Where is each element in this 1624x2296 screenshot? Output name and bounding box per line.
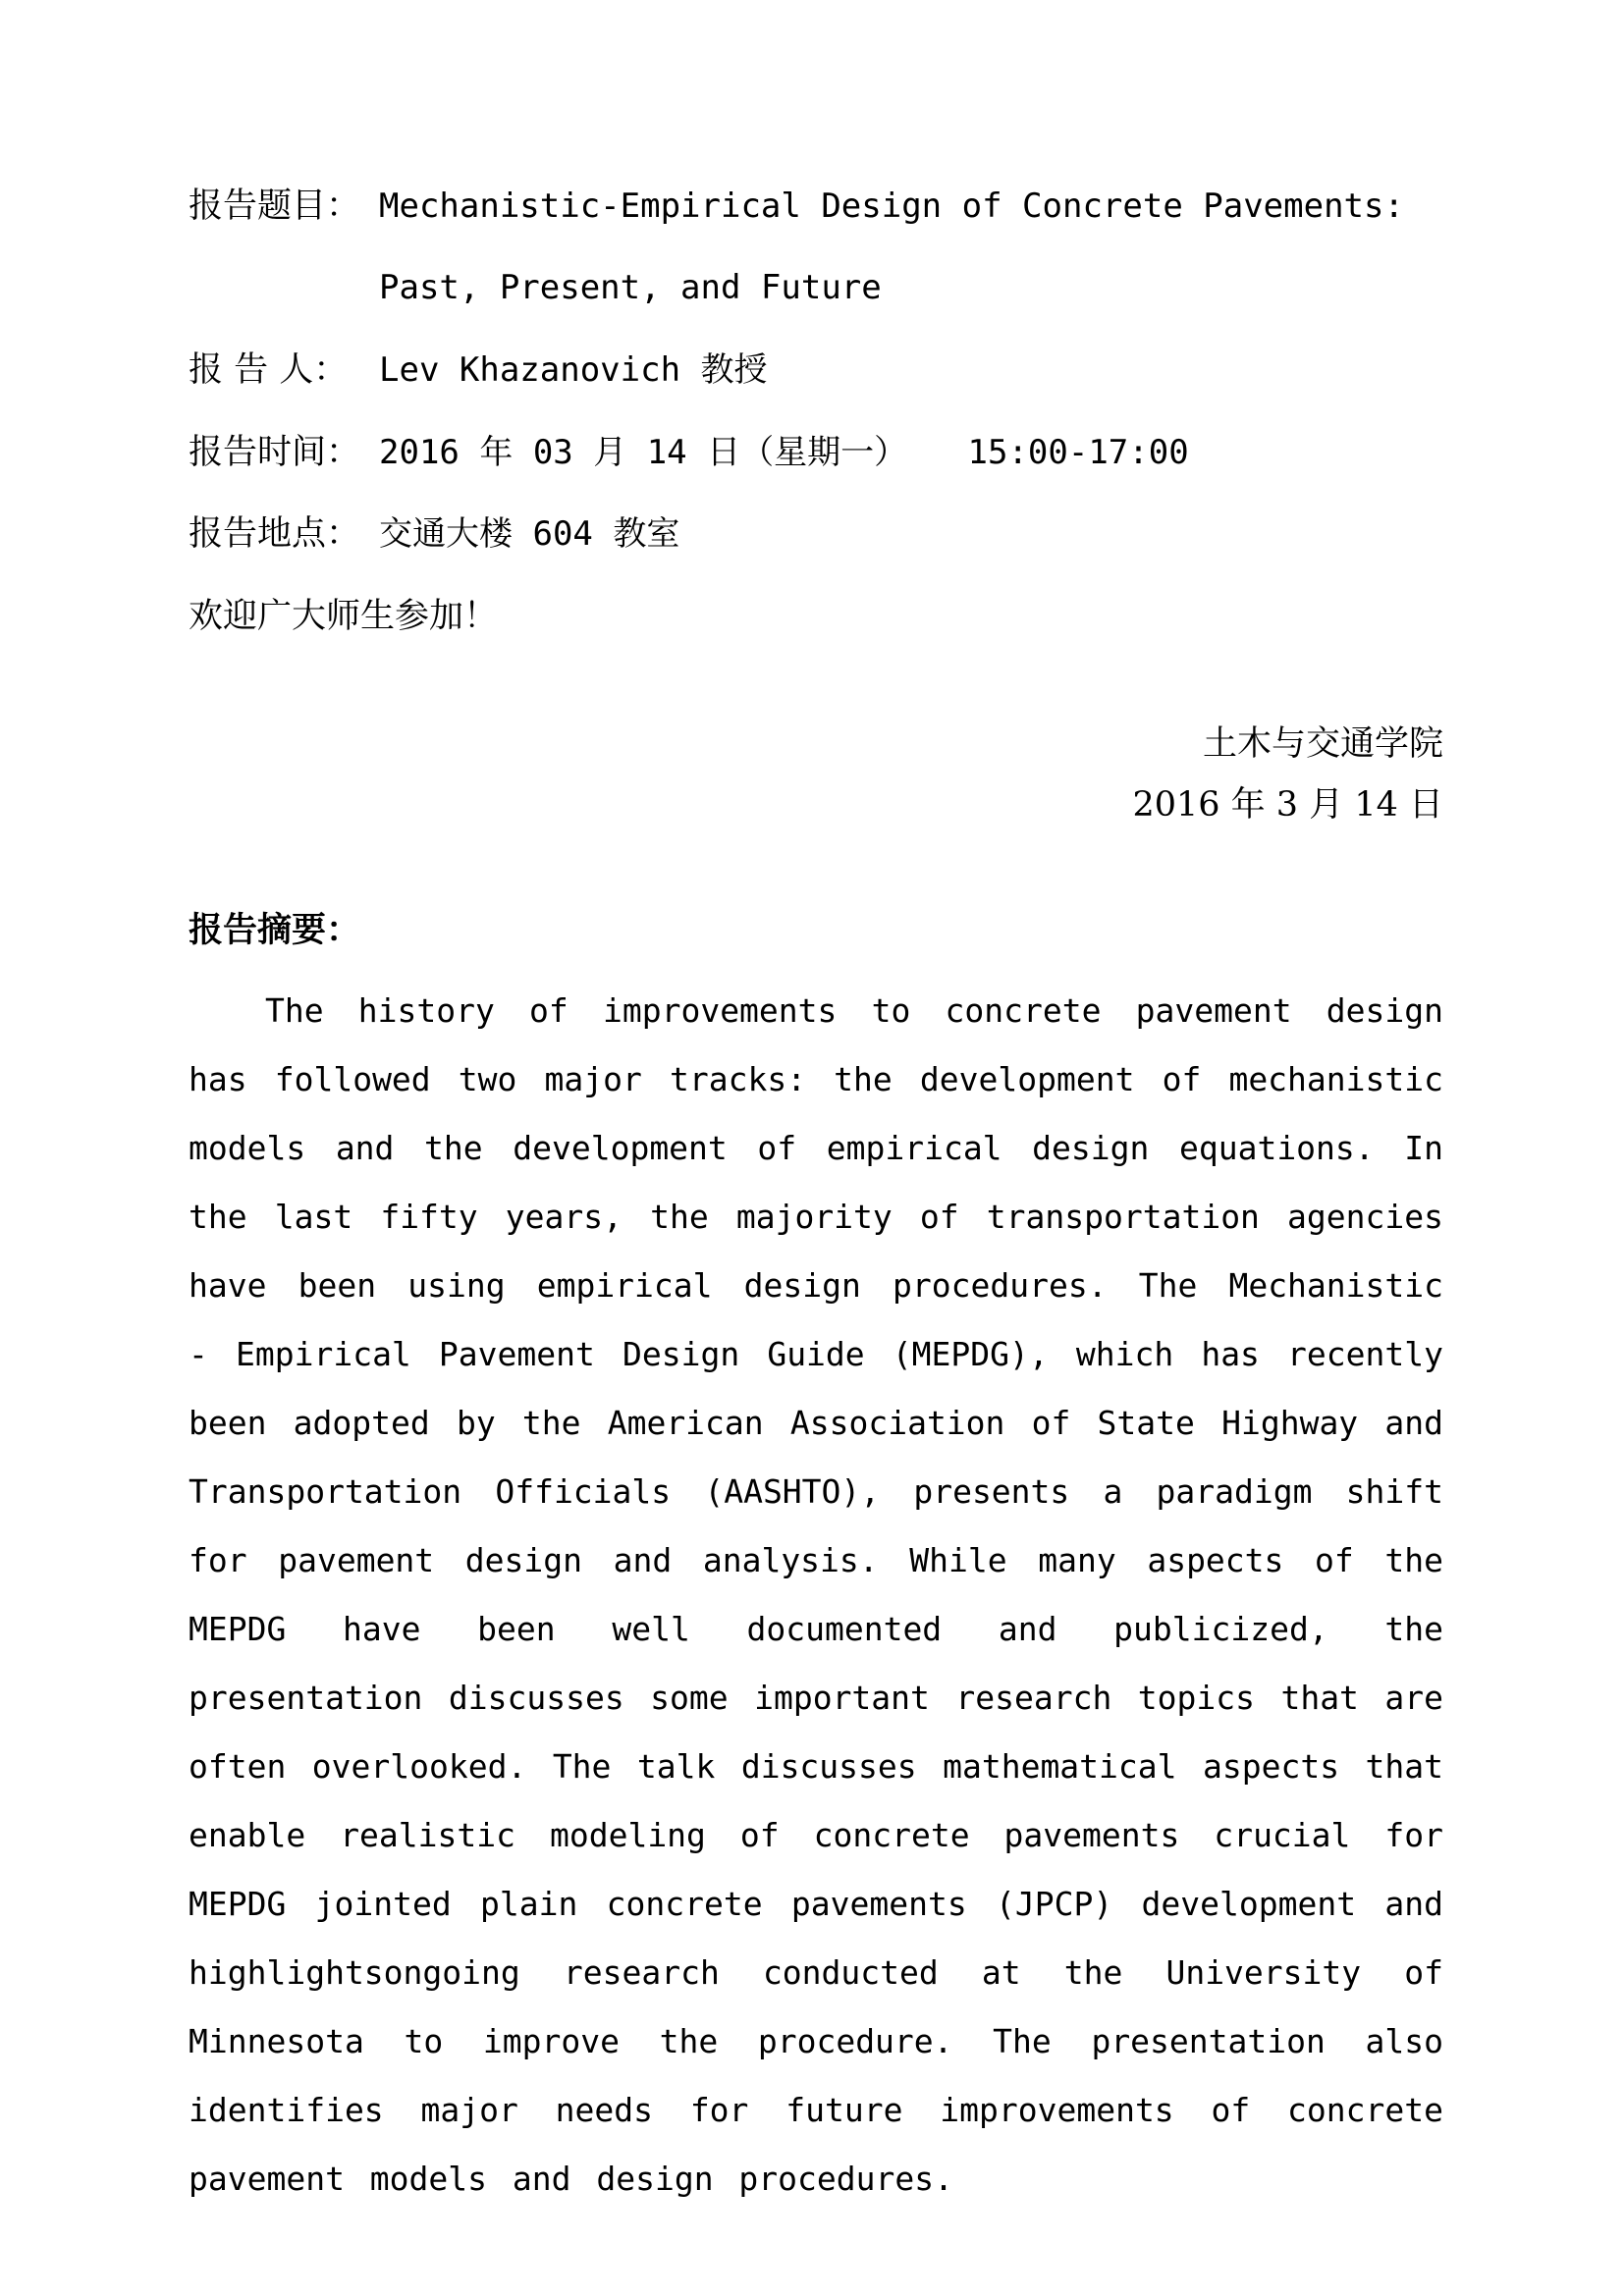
time-value: 2016 年 03 月 14 日（星期一） 15:00-17:00 [379,433,1189,472]
signature-organization: 土木与交通学院 [1202,724,1443,764]
speaker-value: Lev Khazanovich 教授 [379,350,768,390]
place-value: 交通大楼 604 教室 [379,514,680,554]
topic-label: 报告题目： [189,187,361,226]
time-label: 报告时间： [189,433,361,472]
topic-line-2: Past, Present, and Future [379,268,882,307]
place-label: 报告地点： [189,514,361,554]
topic-line-1: Mechanistic-Empirical Design of Concrete Pavements: [379,187,1404,226]
signature-date: 2016 年 3 月 14 日 [1132,785,1443,825]
abstract-body: The history of improvements to concrete pavement design has followed two major tracks: the development of mechanistic models and the development of empirical design equations. In the last fifty years, the majority of transportation agencies have been using empirical design procedures. The Mechanistic - Empirical Pavement Design Guide (MEPDG), which has recently been adopted by the American Association of State Highway and Transportation Officials (AASHTO), presents a paradigm shift for pavement design and analysis. While many aspects of the MEPDG have been well documented and publicized, the presentation discusses some important research topics that are often overlooked. The talk discusses mathematical aspects that enable realistic modeling of concrete pavements crucial for MEPDG jointed plain concrete pavements (JPCP) development and highlightsongoing research conducted at the University of Minnesota to improve the procedure. The presentation also identifies major needs for future improvements of concrete pavement models and design procedures. [189,991,1443,2198]
welcome-text: 欢迎广大师生参加！ [189,597,499,636]
abstract-heading: 报告摘要： [189,910,361,950]
speaker-label: 报 告 人： [189,350,349,390]
